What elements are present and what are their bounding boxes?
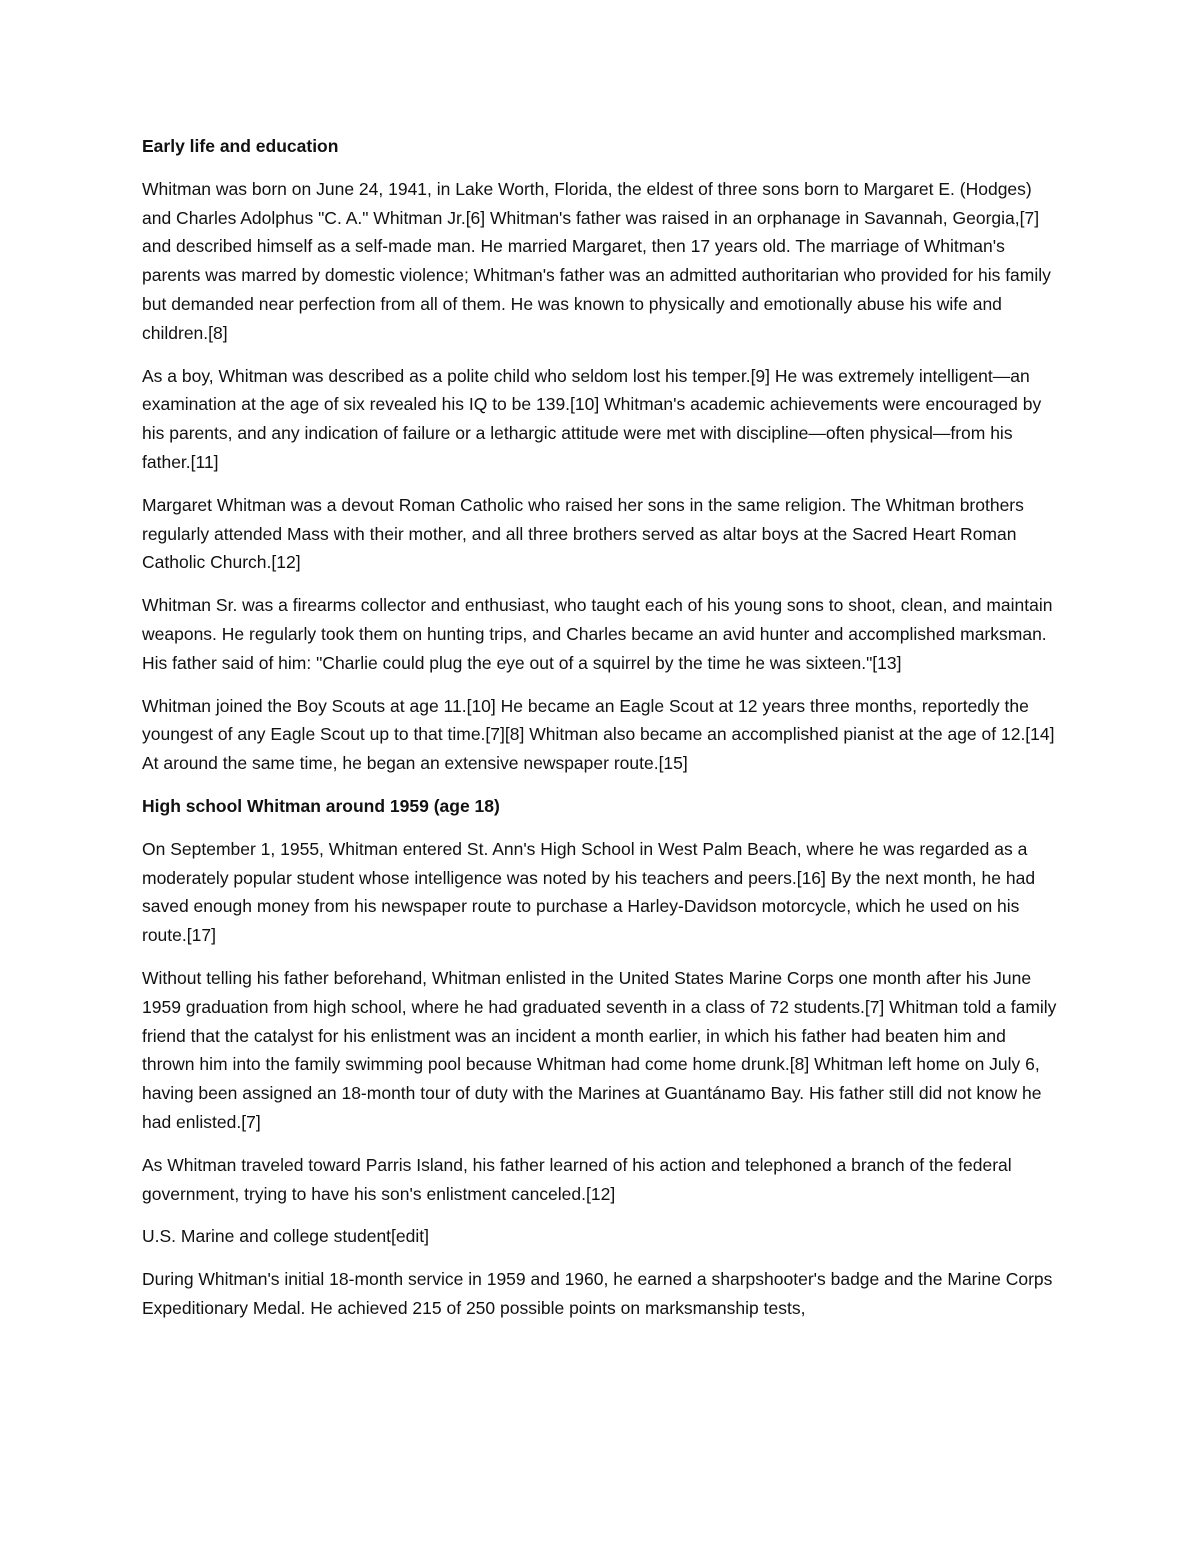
paragraph-high-school: On September 1, 1955, Whitman entered St. Ann's High School in West Palm Beach, where he was regarded as a moderately popular student whose intelligence was noted by his teachers and peers.[16] By the next month, he had saved enough money from his newspaper route to purchase a Harley-Davidson motorcycle, which he used on his route.[17] <box>142 838 1036 946</box>
paragraph-parris-island: As Whitman traveled toward Parris Island, his father learned of his action and telephoned a branch of the federal government, trying to have his son's enlistment canceled.[12] <box>142 1154 1012 1204</box>
paragraph-scouts: Whitman joined the Boy Scouts at age 11.[10] He became an Eagle Scout at 12 years three months, reportedly the youngest of any Eagle Scout up to that time.[7][8] Whitman also became an accomplished pianist at the age of 12.[14] At around the same time, he began an extensive newspaper route.[15] <box>142 695 1055 774</box>
paragraph-religion: Margaret Whitman was a devout Roman Catholic who raised her sons in the same religion. The Whitman brothers regularly attended Mass with their mother, and all three brothers served as altar boys at the Sacred Heart Roman Catholic Church.[12] <box>142 494 1024 573</box>
paragraph-marine-service: During Whitman's initial 18-month service in 1959 and 1960, he earned a sharpshooter's badge and the Marine Corps Expeditionary Medal. He achieved 215 of 250 possible points on marksmanship tests, <box>142 1269 1053 1318</box>
document-page <box>142 132 1062 1337</box>
section-heading-marine: U.S. Marine and college student[edit] <box>142 1226 429 1247</box>
section-heading-high-school: High school Whitman around 1959 (age 18) <box>142 795 500 816</box>
paragraph-firearms: Whitman Sr. was a firearms collector and enthusiast, who taught each of his young sons to shoot, clean, and maintain weapons. He regularly took them on hunting trips, and Charles became an avid hunter and accomplished marksman. His father said of him: "Charlie could plug the eye out of a squirrel by the time he was sixteen."[13] <box>142 595 1053 673</box>
section-heading-early-life: Early life and education <box>142 136 339 156</box>
paragraph-birth: Whitman was born on June 24, 1941, in Lake Worth, Florida, the eldest of three sons born to Margaret E. (Hodges) and Charles Adolphus "C. A." Whitman Jr.[6] Whitman's father was raised in an orphanage in Savannah, Georgia,[7] and described himself as a self-made man. He married Margaret, then 17 years old. The marriage of Whitman's parents was marred by domestic violence; Whitman's father was an admitted authoritarian who provided for his family but demanded near perfection from all of them. He was known to physically and emotionally abuse his wife and children.[8] <box>142 178 1051 343</box>
paragraph-boyhood: As a boy, Whitman was described as a polite child who seldom lost his temper.[9] He was extremely intelligent—an examination at the age of six revealed his IQ to be 139.[10] Whitman's academic achievements were encouraged by his parents, and any indication of failure or a lethargic attitude were met with discipline—often physical—from his father.[11] <box>142 365 1042 472</box>
paragraph-enlistment: Without telling his father beforehand, Whitman enlisted in the United States Marine Corps one month after his June 1959 graduation from high school, where he had graduated seventh in a class of 72 students.[7] Whitman told a family friend that the catalyst for his enlistment was an incident a month earlier, in which his father had beaten him and thrown him into the family swimming pool because Whitman had come home drunk.[8] Whitman left home on July 6, having been assigned an 18-month tour of duty with the Marines at Guantánamo Bay. His father still did not know he had enlisted.[7] <box>142 967 1057 1132</box>
